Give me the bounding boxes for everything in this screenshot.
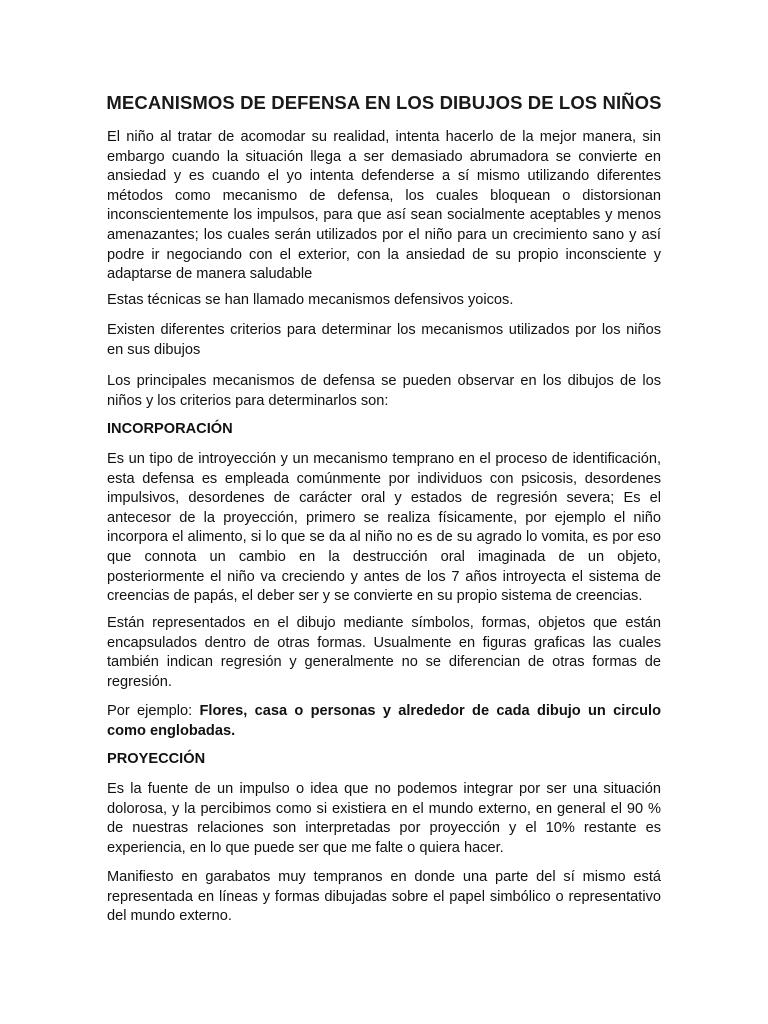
paragraph-incorporacion-definition: Es un tipo de introyección y un mecanismo temprano en el proceso de identificación, esta defensa es empleada comúnmente por individuos con psicosis, desordenes impulsivos, desordenes de carácter oral y estados de regresión severa; Es el antecesor de la proyección, primero se realiza físicamente, por ejemplo el niño incorpora el alimento, si lo que se da al niño no es de su agrado lo vomita, es por eso que connota un cambio en la destrucción oral imaginada de un objeto, posteriormente el niño va creciendo y antes de los 7 años introyecta el sistema de creencias de papás, el deber ser y se convierte en su propio sistema de creencias. (107, 451, 661, 605)
paragraph-example (107, 702, 661, 741)
example-bold-text: Flores, casa o personas y alrededor de cada dibujo un circulo como englobadas. (107, 703, 661, 739)
paragraph-proyeccion-manifestation: Manifiesto en garabatos muy tempranos en donde una parte del sí mismo está representada en líneas y formas dibujadas sobre el papel simbólico o representativo del mundo externo. (107, 869, 661, 925)
document-title: MECANISMOS DE DEFENSA EN LOS DIBUJOS DE LOS NIÑOS (106, 92, 662, 113)
paragraph-techniques: Estas técnicas se han llamado mecanismos defensivos yoicos. (107, 292, 514, 308)
paragraph-incorporacion-representation: Están representados en el dibujo mediante símbolos, formas, objetos que están encapsulados dentro de otras formas. Usualmente en figuras graficas las cuales también indican regresión y generalmente no se diferencian de otras formas de regresión. (107, 615, 661, 690)
paragraph-criteria: Existen diferentes criterios para determinar los mecanismos utilizados por los niños en sus dibujos (107, 322, 661, 358)
heading-proyeccion: PROYECCIÓN (107, 751, 206, 767)
paragraph-intro: El niño al tratar de acomodar su realidad, intenta hacerlo de la mejor manera, sin embargo cuando la situación llega a ser demasiado abrumadora se convierte en ansiedad y es cuando el yo intenta defenderse a sí mismo utilizando diferentes métodos como mecanismo de defensa, los cuales bloquean o distorsionan inconscientemente los impulsos, para que así sean socialmente aceptables y menos amenazantes; los cuales serán utilizados por el niño para un crecimiento sano y así podre ir negociando con el exterior, con la ansiedad de su propio inconsciente y adaptarse de manera saludable (107, 129, 661, 283)
paragraph-proyeccion-definition: Es la fuente de un impulso o idea que no podemos integrar por ser una situación dolorosa, y la percibimos como si existiera en el mundo externo, en general el 90 % de nuestras relaciones son interpretadas por proyección y el 10% restante es experiencia, en lo que puede ser que me falte o quiera hacer. (107, 781, 661, 856)
paragraph-main-mechanisms: Los principales mecanismos de defensa se pueden observar en los dibujos de los niños y los criterios para determinarlos son: (107, 373, 661, 409)
heading-incorporacion: INCORPORACIÓN (107, 421, 233, 437)
example-prefix: Por ejemplo: (107, 703, 200, 719)
